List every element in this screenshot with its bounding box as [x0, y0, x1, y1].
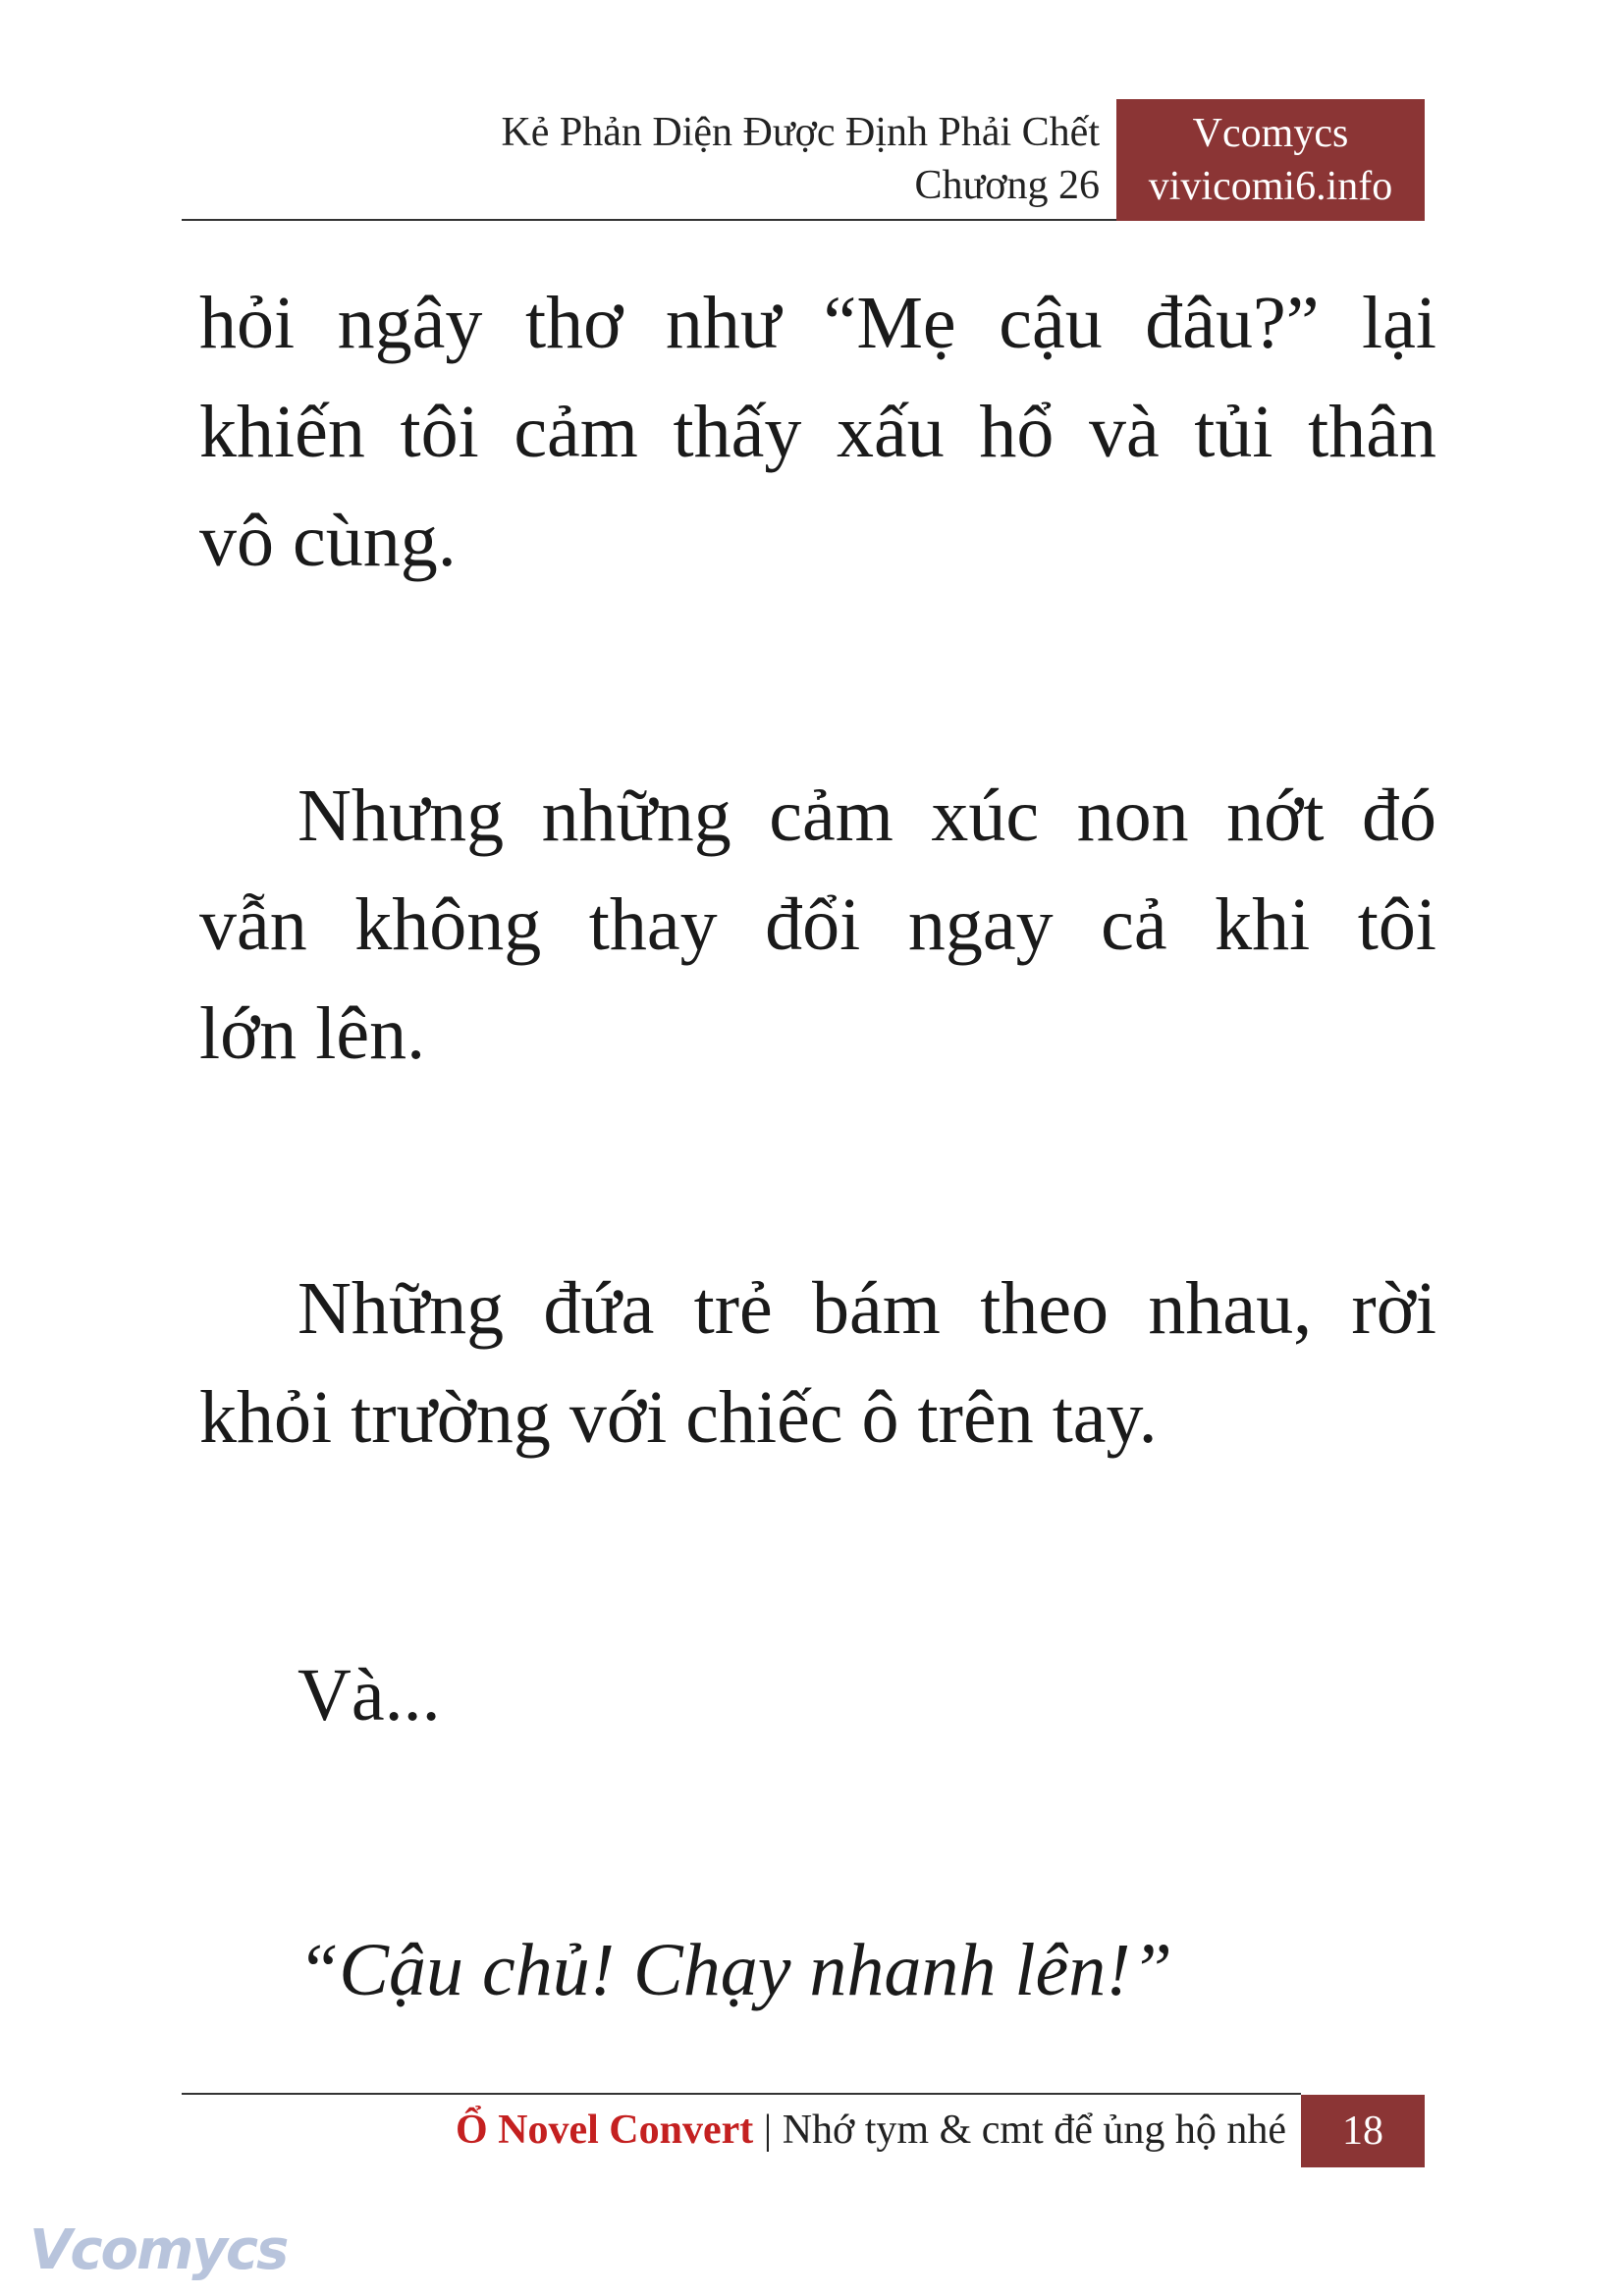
- header-title-block: [373, 106, 1100, 212]
- footer-divider: [182, 2093, 1301, 2095]
- paragraph-line: vẫn không thay đổi ngay cả khi tôi: [199, 883, 1436, 966]
- paragraph-1: [199, 269, 1436, 596]
- paragraph-line: Những đứa trẻ bám theo nhau, rời: [298, 1267, 1436, 1350]
- paragraph-4: [199, 1641, 1436, 1750]
- footer-credits: [177, 2101, 1286, 2160]
- page-number: 18: [1301, 2095, 1425, 2167]
- footer-note: Nhớ tym & cmt để ủng hộ nhé: [782, 2108, 1286, 2153]
- footer-separator: |: [753, 2108, 783, 2153]
- watermark-logo: Vcomycs: [29, 2218, 288, 2282]
- paragraph-line: “Cậu chủ! Chạy nhanh lên!”: [298, 1929, 1172, 2011]
- paragraph-line: khỏi trường với chiếc ô trên tay.: [199, 1376, 1158, 1459]
- paragraph-line: Nhưng những cảm xúc non nớt đó: [298, 774, 1436, 857]
- site-url: vivicomi6.info: [1148, 164, 1393, 209]
- chapter-label: Chương 26: [914, 163, 1100, 208]
- paragraph-3: [199, 1255, 1436, 1472]
- paragraph-line: Và...: [298, 1654, 441, 1736]
- paragraph-line: lớn lên.: [199, 992, 426, 1075]
- paragraph-line: vô cùng.: [199, 500, 457, 582]
- header-divider: [182, 219, 1116, 221]
- site-badge: [1116, 99, 1425, 221]
- site-name: Vcomycs: [1192, 111, 1349, 156]
- paragraph-line: hỏi ngây thơ như “Mẹ cậu đâu?” lại: [199, 282, 1436, 364]
- paragraph-5-dialogue: [199, 1916, 1436, 2025]
- footer-brand: Ổ Novel Convert: [455, 2108, 754, 2153]
- book-title: Kẻ Phản Diện Được Định Phải Chết: [501, 110, 1100, 155]
- paragraph-line: khiến tôi cảm thấy xấu hổ và tủi thân: [199, 391, 1436, 473]
- paragraph-2: [199, 762, 1436, 1089]
